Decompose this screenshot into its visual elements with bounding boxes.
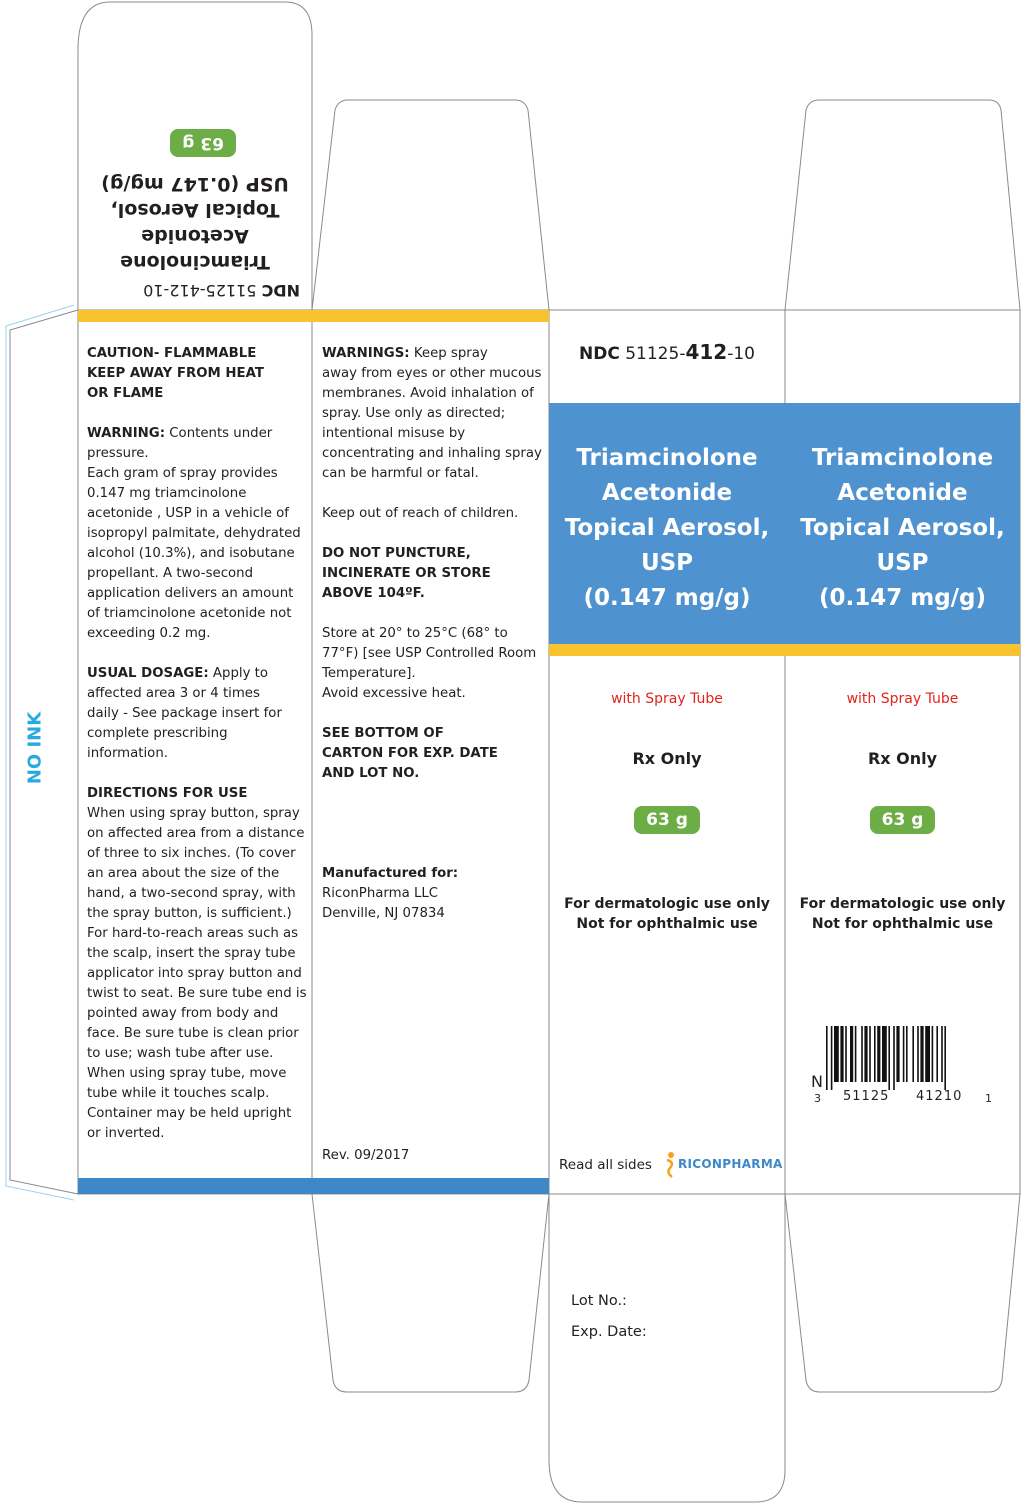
directions-line: pointed away from body and [87, 1006, 279, 1021]
revision-text: Rev. 09/2017 [322, 1148, 410, 1163]
warning-line: propellant. A two-second [87, 566, 254, 581]
upc-barcode [826, 1026, 996, 1090]
top-flap-title-3: Topical Aerosol, [110, 199, 280, 221]
barcode-bar [874, 1026, 876, 1082]
top-flap-title-4: USP (0.147 mg/g) [101, 173, 289, 195]
barcode-mid-2: 41210 [916, 1089, 963, 1104]
yellow-band-top-left [78, 310, 549, 322]
dosage-line: USUAL DOSAGE: Apply to [87, 666, 269, 681]
directions-line: to use; wash tube after use. [87, 1046, 274, 1061]
barcode-mid-1: 51125 [843, 1089, 890, 1104]
barcode-bar [831, 1026, 833, 1090]
barcode-bar [932, 1026, 934, 1082]
top-flap-ndc: NDC 51125-412-10 [143, 281, 300, 300]
back-rx-only: Rx Only [867, 749, 938, 768]
do-not-line: DO NOT PUNCTURE, [322, 546, 471, 561]
barcode-bar [864, 1026, 867, 1082]
warnings-line: can be harmful or fatal. [322, 466, 479, 481]
keep-out-text: Keep out of reach of children. [322, 506, 519, 521]
barcode-bar [906, 1026, 908, 1082]
front-usage: For dermatologic use only Not for ophthalmic use [564, 896, 770, 932]
warning-line: alcohol (10.3%), and isobutane [87, 546, 295, 561]
store-line: 77°F) [see USP Controlled Room [322, 646, 537, 661]
caution-line: CAUTION- FLAMMABLE [87, 346, 257, 361]
warnings-line: intentional misuse by [322, 426, 466, 441]
barcode-bar [912, 1026, 914, 1082]
back-title-line: Acetonide [837, 480, 968, 506]
directions-line: For hard-to-reach areas such as [87, 926, 299, 941]
caution-line: OR FLAME [87, 386, 164, 401]
read-all-sides: Read all sides [559, 1157, 652, 1173]
barcode-bar [944, 1026, 946, 1090]
manufacturer-block [322, 864, 544, 924]
top-flap-title-1: Triamcinolone [120, 251, 270, 273]
front-title-line: Topical Aerosol, [564, 515, 770, 541]
back-title-line: (0.147 mg/g) [818, 585, 987, 611]
barcode-bar [850, 1026, 853, 1082]
warnings-line: WARNINGS: Keep spray [322, 346, 488, 361]
manufacturer-line: RiconPharma LLC [322, 886, 439, 901]
warning-line: of triamcinolone acetonide not [87, 606, 292, 621]
warning-line: exceeding 0.2 mg. [87, 626, 211, 641]
directions-line: When using spray button, spray [87, 806, 300, 821]
barcode-bar [845, 1026, 847, 1082]
directions-line: applicator into spray button and [87, 966, 302, 981]
barcode-bar [888, 1026, 890, 1090]
barcode-left-digit: 3 [814, 1092, 821, 1105]
barcode-right-digit: 1 [985, 1092, 992, 1105]
directions-line: hand, a two-second spray, with [87, 886, 296, 901]
blue-band-bottom [78, 1178, 549, 1194]
warnings-line: spray. Use only as directed; [322, 406, 506, 421]
front-title-line: (0.147 mg/g) [583, 585, 751, 611]
directions-line: tube while it touches scalp. [87, 1086, 270, 1101]
warning-line: WARNING: Contents under [87, 426, 273, 441]
riconpharma-logo: RICONPHARMA [664, 1150, 783, 1178]
back-title-line: USP [876, 550, 929, 576]
back-title-box [785, 403, 1020, 644]
warnings-line: away from eyes or other mucous [322, 366, 542, 381]
barcode-bar [855, 1026, 857, 1082]
warning-line: acetonide , USP in a vehicle of [87, 506, 289, 521]
directions-line: When using spray tube, move [87, 1066, 287, 1081]
directions-line: the spray button, is sufficient.) [87, 906, 292, 921]
barcode-bar [861, 1026, 863, 1082]
directions-line: Container may be held upright [87, 1106, 292, 1121]
dosage-line: daily - See package insert for [87, 706, 282, 721]
back-net-weight: 63 g [785, 806, 1020, 834]
barcode-bar [925, 1026, 930, 1082]
directions-line: of three to six inches. (To cover [87, 846, 296, 861]
top-flap-title-2: Acetonide [141, 225, 249, 247]
warnings-line: concentrating and inhaling spray [322, 446, 542, 461]
lot-number-label: Lot No.: [571, 1293, 627, 1309]
front-ndc: NDC 51125-412-10 [579, 340, 755, 364]
dosage-line: affected area 3 or 4 times [87, 686, 260, 701]
see-bottom-line: CARTON FOR EXP. DATE [322, 746, 498, 761]
barcode-n: N [811, 1072, 823, 1091]
see-bottom-line: AND LOT NO. [322, 766, 420, 781]
warning-line: pressure. [87, 446, 149, 461]
directions-line: or inverted. [87, 1126, 165, 1141]
barcode-bar [941, 1026, 943, 1082]
directions-line: on affected area from a distance [87, 826, 305, 841]
dosage-line: complete prescribing [87, 726, 228, 741]
top-flap [78, 52, 312, 300]
see-bottom-line: SEE BOTTOM OF [322, 726, 444, 741]
directions-line: face. Be sure tube is clean prior [87, 1026, 299, 1041]
riconpharma-logo-icon [664, 1150, 678, 1178]
barcode-bar [834, 1026, 839, 1082]
barcode-bar [893, 1026, 895, 1090]
barcode-bar [840, 1026, 843, 1082]
front-title-box [549, 403, 785, 644]
warning-line: Each gram of spray provides [87, 466, 278, 481]
barcode-bar [877, 1026, 880, 1082]
panel-warnings [322, 344, 544, 784]
caution-line: KEEP AWAY FROM HEAT [87, 366, 264, 381]
exp-date-label: Exp. Date: [571, 1324, 647, 1340]
warning-line: isopropyl palmitate, dehydrated [87, 526, 301, 541]
back-title-line: Triamcinolone [811, 445, 994, 471]
do-not-line: INCINERATE OR STORE [322, 566, 491, 581]
warning-line: application delivers an amount [87, 586, 294, 601]
barcode-bar [920, 1026, 923, 1082]
manufactured-label: Manufactured for: [322, 866, 459, 881]
barcode-bar [869, 1026, 871, 1082]
barcode-bar [936, 1026, 938, 1082]
barcode-bar [917, 1026, 919, 1082]
warning-line: 0.147 mg triamcinolone [87, 486, 247, 501]
directions-title: DIRECTIONS FOR USE [87, 786, 248, 801]
yellow-band-front [549, 644, 1020, 656]
directions-line: the scalp, insert the spray tube [87, 946, 296, 961]
panel-caution-directions [87, 344, 307, 1144]
barcode-bar [826, 1026, 828, 1090]
back-usage: For dermatologic use only Not for ophthalmic use [799, 896, 1006, 932]
do-not-line: ABOVE 104ºF. [322, 586, 425, 601]
no-ink-label: NO INK [24, 711, 46, 785]
manufacturer-line: Denville, NJ 07834 [322, 906, 445, 921]
store-line: Store at 20° to 25°C (68° to [322, 626, 508, 641]
front-title-line: Triamcinolone [576, 445, 758, 471]
directions-line: twist to seat. Be sure tube end is [87, 986, 307, 1001]
barcode-bar [882, 1026, 887, 1082]
top-flap-net-weight: 63 g [170, 129, 236, 157]
barcode-bar [896, 1026, 899, 1082]
front-title-line: USP [640, 550, 694, 576]
back-title-line: Topical Aerosol, [800, 515, 1005, 541]
directions-line: an area about the size of the [87, 866, 280, 881]
barcode-bar [903, 1026, 905, 1082]
front-title-line: Acetonide [601, 480, 733, 506]
store-line: Temperature]. [322, 666, 416, 681]
store-line: Avoid excessive heat. [322, 686, 466, 701]
dosage-line: information. [87, 746, 168, 761]
front-spray-tube: with Spray Tube [611, 691, 723, 707]
front-net-weight: 63 g [549, 806, 785, 834]
back-spray-tube: with Spray Tube [846, 691, 959, 707]
front-rx-only: Rx Only [632, 749, 702, 768]
warnings-line: membranes. Avoid inhalation of [322, 386, 534, 401]
